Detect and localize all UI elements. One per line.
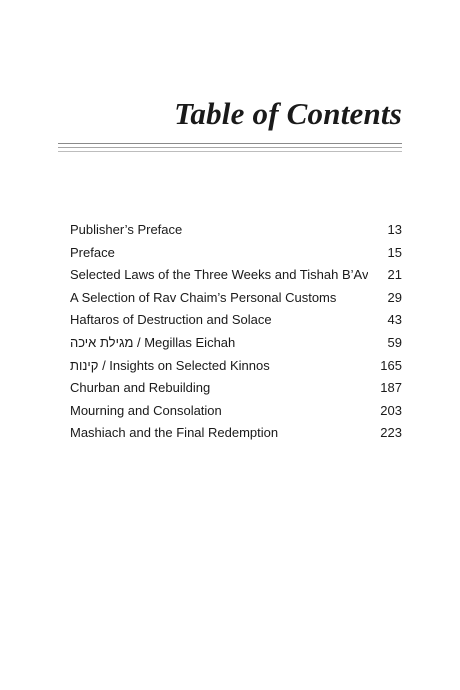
toc-entry[interactable]	[70, 287, 402, 310]
toc-entry-title: Selected Laws of the Three Weeks and Tishah B’Av	[70, 267, 369, 283]
toc-entry[interactable]	[70, 242, 402, 265]
page-title: Table of Contents	[174, 96, 402, 131]
toc-entry-title: A Selection of Rav Chaim’s Personal Customs	[70, 289, 337, 305]
title-rule	[58, 151, 402, 152]
toc-entry-page-number: 165	[380, 357, 402, 373]
toc-entry-page-number: 43	[387, 312, 402, 328]
toc-list	[70, 219, 402, 445]
toc-entry-title: Preface	[70, 244, 115, 260]
toc-entry[interactable]	[70, 400, 402, 423]
toc-entry[interactable]	[70, 355, 402, 378]
toc-entry[interactable]	[70, 377, 402, 400]
toc-entry-page-number: 59	[387, 334, 402, 350]
toc-entry-title: Mourning and Consolation	[70, 402, 222, 418]
toc-entry-title: קינות / Insights on Selected Kinnos	[70, 357, 270, 373]
toc-entry-page-number: 13	[387, 222, 402, 237]
toc-entry-title: Publisher’s Preface	[70, 222, 183, 237]
toc-entry-page-number: 21	[387, 267, 402, 283]
title-rule	[58, 143, 402, 144]
title-rule	[58, 147, 402, 148]
toc-entry-title: Mashiach and the Final Redemption	[70, 425, 279, 441]
toc-entry-title: מגילת איכה / Megillas Eichah	[70, 334, 236, 350]
toc-entry-page-number: 187	[380, 380, 402, 396]
toc-entry-page-number: 203	[380, 402, 402, 418]
toc-entry[interactable]	[70, 219, 402, 242]
toc-entry-title: Haftaros of Destruction and Solace	[70, 312, 272, 328]
toc-entry-title: Churban and Rebuilding	[70, 380, 211, 396]
toc-entry[interactable]	[70, 309, 402, 332]
toc-entry-page-number: 29	[387, 289, 402, 305]
toc-entry-page-number: 15	[387, 244, 402, 260]
toc-entry-page-number: 223	[380, 425, 402, 441]
toc-entry[interactable]	[70, 422, 402, 445]
toc-entry[interactable]	[70, 264, 402, 287]
toc-entry[interactable]	[70, 332, 402, 355]
